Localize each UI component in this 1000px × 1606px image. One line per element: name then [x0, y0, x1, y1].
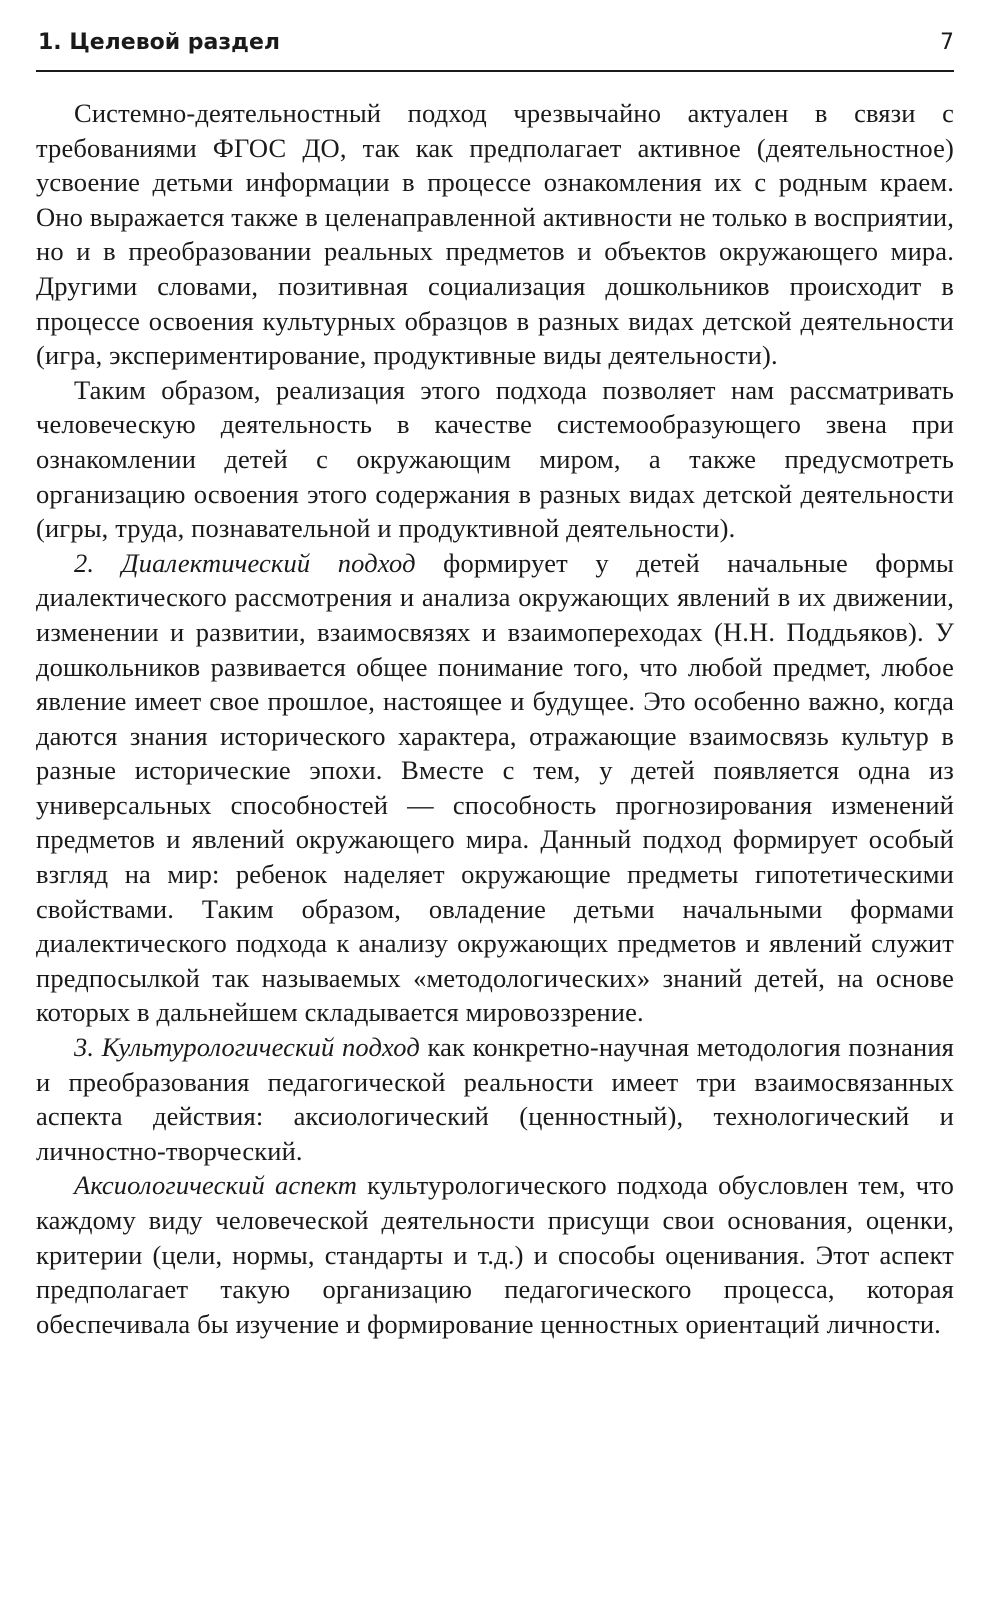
paragraph-conclusion — [36, 373, 954, 546]
body-text — [36, 96, 954, 1341]
paragraph-text: Таким образом, реализация этого подхода позволяет нам рассматривать человеческую деятельность в качестве системообразующего звена при ознакомлении детей с окружающим миром, а также предусмотреть организацию освоения этого содержания в разных видах детской деятельности (игры, труда, познавательной и продуктивной деятельности). — [36, 374, 954, 544]
paragraph-text: культурологического подхода обусловлен тем, что каждому виду человеческой деятельности присущи свои основания, оценки, критерии (цели, нормы, стандарты и т.д.) и способы оценивания. Этот аспект предполагает такую организацию педагогического процесса, которая обеспечивала бы изучение и формирование ценностных ориентаций личности. — [36, 1170, 954, 1339]
book-page — [36, 0, 954, 1341]
paragraph-lead: 3. Культурологический подход — [74, 1032, 420, 1063]
paragraph-text: формирует у детей начальные формы диалектического рассмотрения и анализа окружающих явлений в их движении, изменении и развитии, взаимосвязях и взаимопереходах (Н.Н. Поддьяков). У дошкольников развивается общее понимание того, что любой предмет, любое явление имеет свое прошлое, настоящее и будущее. Это особенно важно, когда даются знания исторического характера, отражающие взаимосвязь культур в разные исторические эпохи. Вместе с тем, у детей появляется одна из универсальных способностей — способность прогнозирования изменений предметов и явлений окружающего мира. Данный подход формирует особый взгляд на мир: ребенок наделяет окружающие предметы гипотетическими свойствами. Таким образом, овладение детьми начальными формами диалектического подхода к анализу окружающих предметов и явлений служит предпосылкой так называемых «методологических» знаний детей, на основе которых в дальнейшем складывается мировоззрение. — [36, 547, 954, 1028]
running-header — [36, 0, 954, 72]
paragraph-culturological-approach — [36, 1030, 954, 1168]
paragraph-axiological-aspect — [36, 1168, 954, 1341]
paragraph-dialectical-approach — [36, 546, 954, 1030]
paragraph-text: Системно-деятельностный подход чрезвычайно актуален в связи с требованиями ФГОС ДО, так как предполагает активное (деятельностное) усвоение детьми информации в процессе ознакомления их с родным краем. Оно выражается также в целенаправленной активности не только в восприятии, но и в преобразовании реальных предметов и объектов окружающего мира. Другими словами, позитивная социализация дошкольников происходит в процессе освоения культурных образцов в разных видах детской деятельности (игра, экспериментирование, продуктивные виды деятельности). — [36, 98, 954, 371]
chapter-title: 1. Целевой раздел — [38, 30, 280, 55]
paragraph-systemic-approach — [36, 96, 954, 373]
page-number: 7 — [940, 30, 954, 55]
paragraph-text: как конкретно-научная методология познания и преобразования педагогической реальности имеет три взаимосвязанных аспекта действия: аксиологический (ценностный), технологический и личностно-творческий. — [36, 1032, 954, 1166]
paragraph-lead: 2. Диалектический подход — [74, 547, 416, 578]
paragraph-lead: Аксиологический аспект — [74, 1170, 358, 1201]
